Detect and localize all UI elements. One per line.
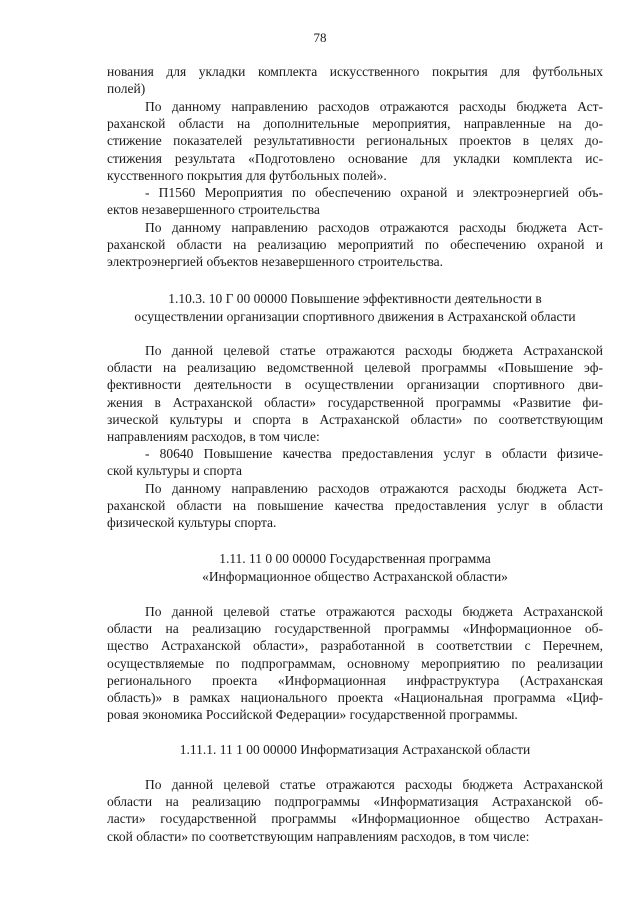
text-line: область)» в рамках национального проекта «Национальная программа «Циф- [107,690,603,706]
heading-line: 1.11. 11 0 00 00000 Государственная программа [219,551,491,566]
text-line: ласти» государственной программы «Информационное общество Астрахан- [107,811,603,827]
text-line: ской области» по соответствующим направлениям расходов, в том числе: [107,828,530,844]
text-line: раханской области на реализацию мероприятий по обеспечению охраной и [107,237,603,253]
paragraph [107,776,603,845]
text-line: щество Астраханской области», разработанной в соответствии с Перечнем, [107,638,603,654]
text-line: ровая экономика Российской Федерации» государственной программы. [107,707,518,723]
section-heading [107,290,603,326]
list-item [107,445,603,479]
text-line: раханской области на повышение качества предоставления услуг в области [107,498,603,514]
text-line: регионального проекта «Информационная инфраструктура (Астраханская [107,672,603,688]
text-line: По данной целевой статье отражаются расходы бюджета Астраханской [145,604,603,619]
list-item [107,184,603,218]
text-line: области на реализацию подпрограммы «Информатизация Астраханской об- [107,794,603,810]
text-line: нования для укладки комплекта искусственного покрытия для футбольных [107,64,603,79]
text-line: кусственного покрытия для футбольных полей». [107,167,387,183]
heading-line: осуществлении организации спортивного движения в Астраханской области [134,309,576,324]
text-line: электроэнергией объектов незавершенного строительства. [107,254,444,270]
text-line: По данной целевой статье отражаются расходы бюджета Астраханской [145,777,603,792]
text-line: полей) [107,81,146,97]
text-line: жения в Астраханской области» государственной программы «Развитие фи- [107,394,603,410]
text-line: По данному направлению расходов отражаются расходы бюджета Аст- [145,99,603,114]
heading-line: «Информационное общество Астраханской области» [202,569,508,584]
paragraph [107,480,603,532]
text-line: раханской области на дополнительные мероприятия, направленные на до- [107,116,603,132]
text-line: По данной целевой статье отражаются расходы бюджета Астраханской [145,343,603,358]
text-line: ектов незавершенного строительства [107,202,320,218]
text-line: физической культуры спорта. [107,515,277,531]
heading-line: 1.11.1. 11 1 00 00000 Информатизация Астраханской области [179,742,531,757]
text-line: фективности деятельности в осуществлении организации спортивного дви- [107,377,603,393]
paragraph [107,98,603,184]
text-line: ской культуры и спорта [107,463,242,479]
text-line: - 80640 Повышение качества предоставления услуг в области физиче- [145,446,603,461]
page-number: 78 [313,30,327,45]
text-line: области на реализацию государственной программы «Информационное об- [107,621,603,637]
text-line: осуществляемые по подпрограммам, основному мероприятию по реализации [107,655,603,671]
text-line: - П1560 Мероприятия по обеспечению охраной и электроэнергией объ- [145,185,603,200]
section-heading [107,550,603,586]
section-heading [107,741,603,759]
text-line: По данному направлению расходов отражаются расходы бюджета Аст- [145,220,603,235]
paragraph [107,342,603,445]
text-line: области на реализацию ведомственной целевой программы «Повышение эф- [107,360,603,376]
paragraph [107,219,603,271]
text-line: зической культуры и спорта в Астраханской области» по соответствующим [107,411,603,427]
paragraph [107,603,603,723]
text-line: стижения результата «Подготовлено основание для укладки комплекта ис- [107,150,603,166]
text-line: стижение показателей результативности региональных проектов в целях до- [107,133,603,149]
paragraph-continuation [107,63,603,97]
heading-line: 1.10.3. 10 Г 00 00000 Повышение эффективности деятельности в [168,291,542,306]
text-line: направлениям расходов, в том числе: [107,429,320,445]
text-line: По данному направлению расходов отражаются расходы бюджета Аст- [145,481,603,496]
